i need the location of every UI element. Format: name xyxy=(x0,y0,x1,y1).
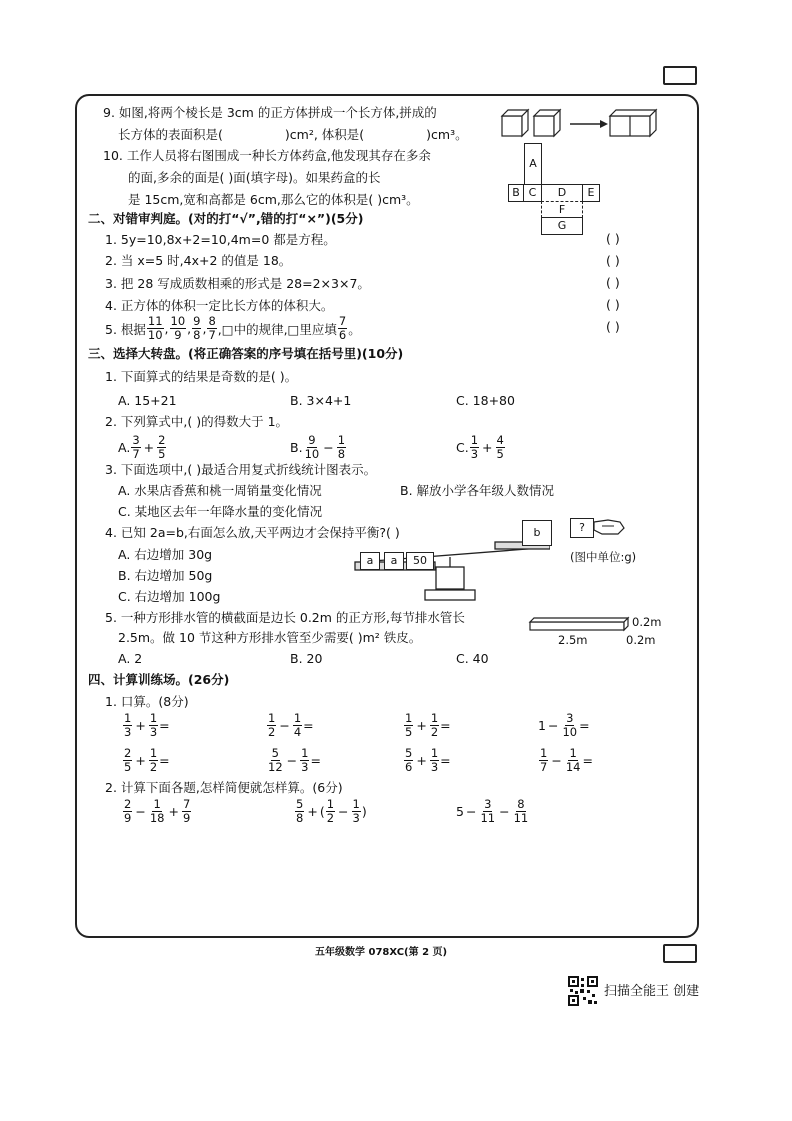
page-footer: 五年级数学 078XC(第 2 页) xyxy=(315,947,448,958)
calc-5: $\frac{2}{5}$ + $\frac{1}{2}$ = xyxy=(124,746,170,774)
s3-q3-opt-c: C. 某地区去年一年降水量的变化情况 xyxy=(118,504,323,519)
pipe-length-label: 2.5m xyxy=(558,633,588,647)
calc2-1: $\frac{2}{9}$ − $\frac{1}{18}$ + $\frac{7}{9}$ xyxy=(124,797,191,825)
s3-q5-opt-c: C. 40 xyxy=(456,651,489,666)
balance-diagram xyxy=(350,512,550,604)
pipe-width-label: 0.2m xyxy=(632,615,662,629)
s3-q1: 1. 下面算式的结果是奇数的是( )。 xyxy=(105,369,298,384)
calc-6: $\frac{5}{12}$ − $\frac{1}{3}$ = xyxy=(268,746,321,774)
s3-q5-opt-a: A. 2 xyxy=(118,651,143,666)
s2-answer-1[interactable]: ( ) xyxy=(606,231,620,246)
net-face-c: C xyxy=(523,184,542,202)
s3-q2-opt-a: A. $\frac{3}{7}$ + $\frac{2}{5}$ xyxy=(118,433,166,461)
s2-item1: 1. 5y=10,8x+2=10,4m=0 都是方程。 xyxy=(105,232,336,247)
weight-a1: a xyxy=(360,552,380,570)
s3-q4-opt-b: B. 右边增加 50g xyxy=(118,568,213,583)
s3-q1-opt-b: B. 3×4+1 xyxy=(290,393,352,408)
s3-q3-opt-b: B. 解放小学各年级人数情况 xyxy=(400,483,555,498)
calc-3: $\frac{1}{5}$ + $\frac{1}{2}$ = xyxy=(405,711,451,739)
calc2-2: $\frac{5}{8}$ + ( $\frac{1}{2}$ − $\frac{1}{3}$ ) xyxy=(296,797,367,825)
net-face-g: G xyxy=(541,217,583,235)
s3-q4-opt-a: A. 右边增加 30g xyxy=(118,547,213,562)
net-face-d: D xyxy=(541,184,583,202)
bottom-right-box xyxy=(663,944,697,963)
s3-q1-opt-a: A. 15+21 xyxy=(118,393,177,408)
s3-q5-line2: 2.5m。做 10 节这种方形排水管至少需要( )m² 铁皮。 xyxy=(118,630,422,645)
s2-item4: 4. 正方体的体积一定比长方体的体积大。 xyxy=(105,298,334,313)
s3-q1-opt-c: C. 18+80 xyxy=(456,393,515,408)
s3-q4-opt-c: C. 右边增加 100g xyxy=(118,589,221,604)
net-face-a: A xyxy=(524,143,542,185)
calc-7: $\frac{5}{6}$ + $\frac{1}{3}$ = xyxy=(405,746,451,774)
s3-q2-opt-c: C. $\frac{1}{3}$ + $\frac{4}{5}$ xyxy=(456,433,504,461)
pipe-height-label: 0.2m xyxy=(626,633,656,647)
cubes-diagram xyxy=(500,106,660,140)
q4-unit-note: (图中单位:g) xyxy=(570,550,637,564)
weight-question: ? xyxy=(570,518,594,538)
s4-sub2: 2. 计算下面各题,怎样简便就怎样算。(6分) xyxy=(105,780,343,795)
net-face-b: B xyxy=(508,184,524,202)
s3-q5-line1: 5. 一种方形排水管的横截面是边长 0.2m 的正方形,每节排水管长 xyxy=(105,610,465,625)
qr-code-icon xyxy=(568,976,598,1006)
calc2-3: 5 − $\frac{3}{11}$ − $\frac{8}{11}$ xyxy=(456,797,529,825)
s2-answer-5[interactable]: ( ) xyxy=(606,319,620,334)
section2-title: 二、对错审判庭。(对的打“√”,错的打“×”)(5分) xyxy=(88,211,364,226)
net-face-e: E xyxy=(582,184,600,202)
hand-icon xyxy=(592,516,626,538)
top-right-box xyxy=(663,66,697,85)
s2-answer-3[interactable]: ( ) xyxy=(606,275,620,290)
section4-title: 四、计算训练场。(26分) xyxy=(88,672,230,687)
s2-item5: 5. 根据 $\frac{11}{10}$ , $\frac{10}{9}$ , $\frac{9}{8}$ , $\frac{8}{7}$ ,□中的规律,□里应填 $\frac{7}{6}$ 。 xyxy=(105,314,361,342)
s3-q2-opt-b: B. $\frac{9}{10}$ − $\frac{1}{8}$ xyxy=(290,433,346,461)
s3-q3-opt-a: A. 水果店香蕉和桃一周销量变化情况 xyxy=(118,483,322,498)
s3-q2: 2. 下列算式中,( )的得数大于 1。 xyxy=(105,414,289,429)
s3-q4: 4. 已知 2a=b,右面怎么放,天平两边才会保持平衡?( ) xyxy=(105,525,400,540)
net-face-f: F xyxy=(541,201,583,218)
s2-item3: 3. 把 28 写成质数相乘的形式是 28=2×3×7。 xyxy=(105,276,370,291)
calc-8: $\frac{1}{7}$ − $\frac{1}{14}$ = xyxy=(540,746,593,774)
q10-line3: 是 15cm,宽和高都是 6cm,那么它的体积是( )cm³。 xyxy=(128,192,419,207)
s2-answer-4[interactable]: ( ) xyxy=(606,297,620,312)
section3-title: 三、选择大转盘。(将正确答案的序号填在括号里)(10分) xyxy=(88,346,404,361)
s2-item2: 2. 当 x=5 时,4x+2 的值是 18。 xyxy=(105,253,292,268)
q10-line1: 10. 工作人员将右图围成一种长方体药盒,他发现其存在多余 xyxy=(103,148,431,163)
q10-line2: 的面,多余的面是( )面(填字母)。如果药盒的长 xyxy=(128,170,381,185)
weight-a2: a xyxy=(384,552,404,570)
s3-q5-opt-b: B. 20 xyxy=(290,651,323,666)
s4-sub1: 1. 口算。(8分) xyxy=(105,694,189,709)
weight-b: b xyxy=(522,520,552,546)
s3-q3: 3. 下面选项中,( )最适合用复式折线统计图表示。 xyxy=(105,462,377,477)
calc-4: 1 − $\frac{3}{10}$ = xyxy=(538,711,590,739)
s2-answer-2[interactable]: ( ) xyxy=(606,253,620,268)
calc-1: $\frac{1}{3}$ + $\frac{1}{3}$ = xyxy=(124,711,170,739)
q9-line1: 9. 如图,将两个棱长是 3cm 的正方体拼成一个长方体,拼成的 xyxy=(103,105,437,120)
calc-2: $\frac{1}{2}$ − $\frac{1}{4}$ = xyxy=(268,711,314,739)
scanner-watermark: 扫描全能王 创建 xyxy=(604,984,700,999)
weight-50: 50 xyxy=(406,552,434,570)
q9-line2: 长方体的表面积是( )cm², 体积是( )cm³。 xyxy=(118,127,468,142)
